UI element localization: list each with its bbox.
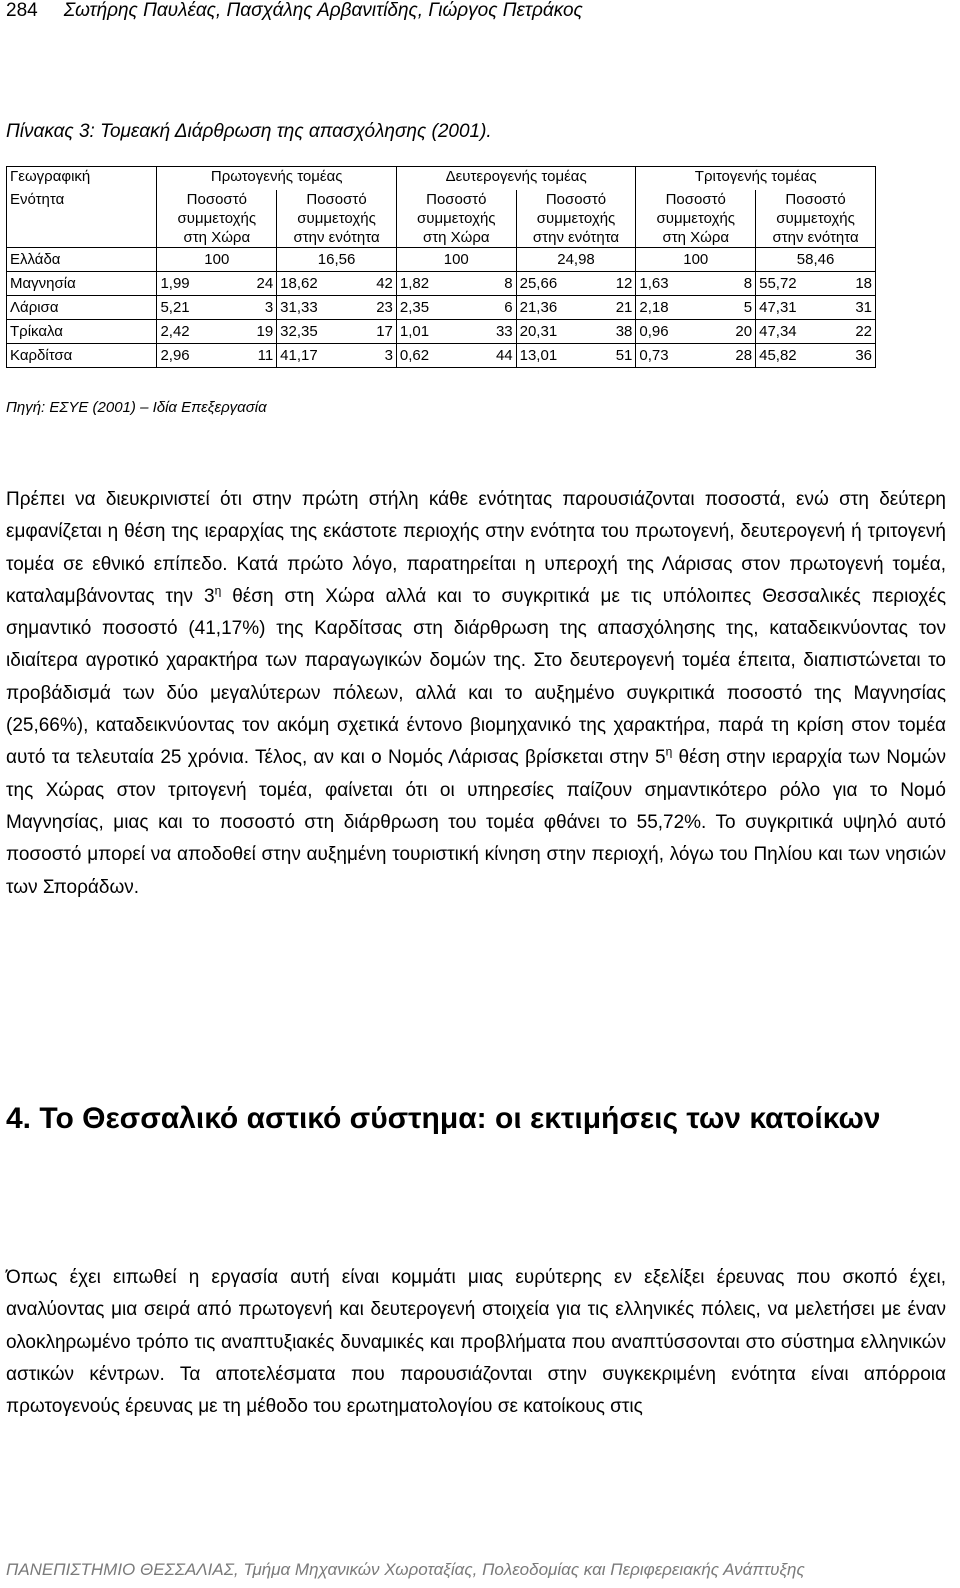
rank-cell: 20 xyxy=(725,320,756,344)
body-paragraph-2: Όπως έχει ειπωθεί η εργασία αυτή είναι κομμάτι μιας ευρύτερης εν εξελίξει έρευνας που σκοπό έχει, αναλύοντας μια σειρά από πρωτογενή και δευτερογενή στοιχεία για τις ελληνικές πόλεις, να μελετήσει με έναν ολοκληρωμένο τρόπο τις αναπτυξιακές δυναμικές και προβλήματα που αναπτύσσονται στο σύστημα ελληνικών αστικών κέντρων. Τα αποτελέσματα που παρουσιάζονται στην συγκεκριμένη ενότητα είναι απόρροια πρωτογενούς έρευνας με τη μέθοδο του ερωτηματολογίου σε κατοίκους στις xyxy=(6,1267,946,1418)
region-cell: Τρίκαλα xyxy=(7,320,157,344)
rank-cell: 6 xyxy=(485,296,516,320)
sector-header-row xyxy=(7,167,876,191)
percent-cell: 0,62 xyxy=(396,344,485,368)
rank-cell: 22 xyxy=(845,320,876,344)
percent-cell: 1,99 xyxy=(157,272,246,296)
percent-cell: 21,36 xyxy=(516,296,605,320)
rank-cell: 19 xyxy=(246,320,277,344)
rank-cell: 44 xyxy=(485,344,516,368)
percent-cell: 47,31 xyxy=(756,296,845,320)
rank-cell: 23 xyxy=(366,296,397,320)
table-row xyxy=(7,296,876,320)
percent-cell: 1,63 xyxy=(636,272,725,296)
subheader-cell: Ποσοστό συμμετοχής στην ενότητα xyxy=(277,190,397,248)
value-cell: 16,56 xyxy=(277,248,397,272)
percent-cell: 31,33 xyxy=(277,296,366,320)
percent-cell: 2,42 xyxy=(157,320,246,344)
subheader-row xyxy=(7,190,876,248)
percent-cell: 20,31 xyxy=(516,320,605,344)
table-row xyxy=(7,272,876,296)
authors: Σωτήρης Παυλέας, Πασχάλης Αρβανιτίδης, Γιώργος Πετράκος xyxy=(63,0,583,21)
employment-table xyxy=(6,166,876,368)
percent-cell: 18,62 xyxy=(277,272,366,296)
body-paragraph-1: Πρέπει να διευκρινιστεί ότι στην πρώτη στήλη κάθε ενότητας παρουσιάζονται ποσοστά, ενώ στη δεύτερη εμφανίζεται η θέση της ιεραρχίας της εκάστοτε περιοχής στην ενότητα του πρωτογενή, δευτερογενή ή τριτογενή τομέα σε εθνικό επίπεδο. Κατά πρώτο λόγο, παρατηρείται η υπεροχή της Λάρισας στον πρωτογενή τομέα, καταλαμβάνοντας την $3^\eta$ θέση στη Χώρα αλλά και το συγκριτικά με τις υπόλοιπες Θεσσαλικές περιοχές σημαντικό ποσοστό (41,17%) της Καρδίτσας στη διάρθρωση της απασχόλησης της, καταδεικνύοντας τον ιδιαίτερα αγροτικό χαρακτήρα των παραγωγικών δομών της. Στο δευτερογενή τομέα έπειτα, διαπιστώνεται το προβάδισμά των δύο μεγαλύτερων πόλεων, αλλά και το αυξημένο συγκριτικά ποσοστό της Μαγνησίας (25,66%), καταδεικνύοντας τον ακόμη σχετικά έντονο βιομηχανικό της χαρακτήρα, παρά τη κρίση στον τομέα αυτό τα τελευταία 25 χρόνια. Τέλος, αν και ο Νομός Λάρισας βρίσκεται στην $5^\eta$ θέση στην ιεραρχία των Νομών της Χώρας στον τριτογενή τομέα, φαίνεται ότι οι υπηρεσίες παίζουν σημαντικότερο ρόλο για το Νομό Μαγνησίας, μιας και το ποσοστό στη διάρθρωση του τομέα φθάνει το 55,72%. Το συγκριτικά υψηλό αυτό ποσοστό μπορεί να αποδοθεί στην αυξημένη τουριστική κίνηση στην περιοχή, λόγω του Πηλίου και των νησιών των Σποράδων. xyxy=(6,489,946,898)
rank-cell: 8 xyxy=(485,272,516,296)
rank-cell: 42 xyxy=(366,272,397,296)
page-number: 284 xyxy=(6,0,38,21)
region-rows xyxy=(7,272,876,368)
subheader-cell: Ποσοστό συμμετοχής στη Χώρα xyxy=(396,190,516,248)
rank-cell: 28 xyxy=(725,344,756,368)
superscript: η xyxy=(214,583,222,598)
rank-cell: 38 xyxy=(605,320,636,344)
value-cell: 24,98 xyxy=(516,248,636,272)
table-caption: Πίνακας 3: Τομεακή Διάρθρωση της απασχόλησης (2001). xyxy=(6,121,492,142)
rank-cell: 11 xyxy=(246,344,277,368)
rank-cell: 18 xyxy=(845,272,876,296)
subheader-cell: Ποσοστό συμμετοχής στη Χώρα xyxy=(636,190,756,248)
sector-primary-header: Πρωτογενής τομέας xyxy=(157,167,396,191)
percent-cell: 2,96 xyxy=(157,344,246,368)
rank-cell: 36 xyxy=(845,344,876,368)
percent-cell: 25,66 xyxy=(516,272,605,296)
value-cell: 100 xyxy=(396,248,516,272)
rank-cell: 24 xyxy=(246,272,277,296)
percent-cell: 2,18 xyxy=(636,296,725,320)
region-header-line2: Ενότητα xyxy=(7,190,157,248)
value-cell: 58,46 xyxy=(756,248,876,272)
sector-secondary-header: Δευτερογενής τομέας xyxy=(396,167,635,191)
rank-cell: 51 xyxy=(605,344,636,368)
rank-cell: 5 xyxy=(725,296,756,320)
footer-watermark: ΠΑΝΕΠΙΣΤΗΜΙΟ ΘΕΣΣΑΛΙΑΣ, Τμήμα Μηχανικών Χωροταξίας, Πολεοδομίας και Περιφερειακής Ανάπτυξης xyxy=(6,1560,805,1579)
percent-cell: 32,35 xyxy=(277,320,366,344)
value-cell: 100 xyxy=(636,248,756,272)
percent-cell: 0,96 xyxy=(636,320,725,344)
region-cell: Καρδίτσα xyxy=(7,344,157,368)
percent-cell: 1,01 xyxy=(396,320,485,344)
subheader-cell: Ποσοστό συμμετοχής στην ενότητα xyxy=(756,190,876,248)
table-source: Πηγή: ΕΣΥΕ (2001) – Ιδία Επεξεργασία xyxy=(6,399,267,416)
percent-cell: 2,35 xyxy=(396,296,485,320)
section-title: 4. Το Θεσσαλικό αστικό σύστημα: οι εκτιμήσεις των κατοίκων xyxy=(6,1102,881,1135)
rank-cell: 21 xyxy=(605,296,636,320)
table-row xyxy=(7,344,876,368)
region-cell: Μαγνησία xyxy=(7,272,157,296)
rank-cell: 3 xyxy=(246,296,277,320)
rank-cell: 31 xyxy=(845,296,876,320)
subheader-cell: Ποσοστό συμμετοχής στην ενότητα xyxy=(516,190,636,248)
subheader-cell: Ποσοστό συμμετοχής στη Χώρα xyxy=(157,190,277,248)
rank-cell: 12 xyxy=(605,272,636,296)
table-row-greece xyxy=(7,248,876,272)
value-cell: 100 xyxy=(157,248,277,272)
region-header: Γεωγραφική xyxy=(7,167,157,191)
percent-cell: 1,82 xyxy=(396,272,485,296)
running-head xyxy=(6,0,583,22)
region-cell: Ελλάδα xyxy=(7,248,157,272)
percent-cell: 45,82 xyxy=(756,344,845,368)
percent-cell: 55,72 xyxy=(756,272,845,296)
rank-cell: 17 xyxy=(366,320,397,344)
rank-cell: 3 xyxy=(366,344,397,368)
percent-cell: 0,73 xyxy=(636,344,725,368)
percent-cell: 5,21 xyxy=(157,296,246,320)
percent-cell: 41,17 xyxy=(277,344,366,368)
superscript: η xyxy=(665,745,673,760)
table-row xyxy=(7,320,876,344)
sector-tertiary-header: Τριτογενής τομέας xyxy=(636,167,876,191)
percent-cell: 13,01 xyxy=(516,344,605,368)
rank-cell: 8 xyxy=(725,272,756,296)
rank-cell: 33 xyxy=(485,320,516,344)
percent-cell: 47,34 xyxy=(756,320,845,344)
region-cell: Λάρισα xyxy=(7,296,157,320)
